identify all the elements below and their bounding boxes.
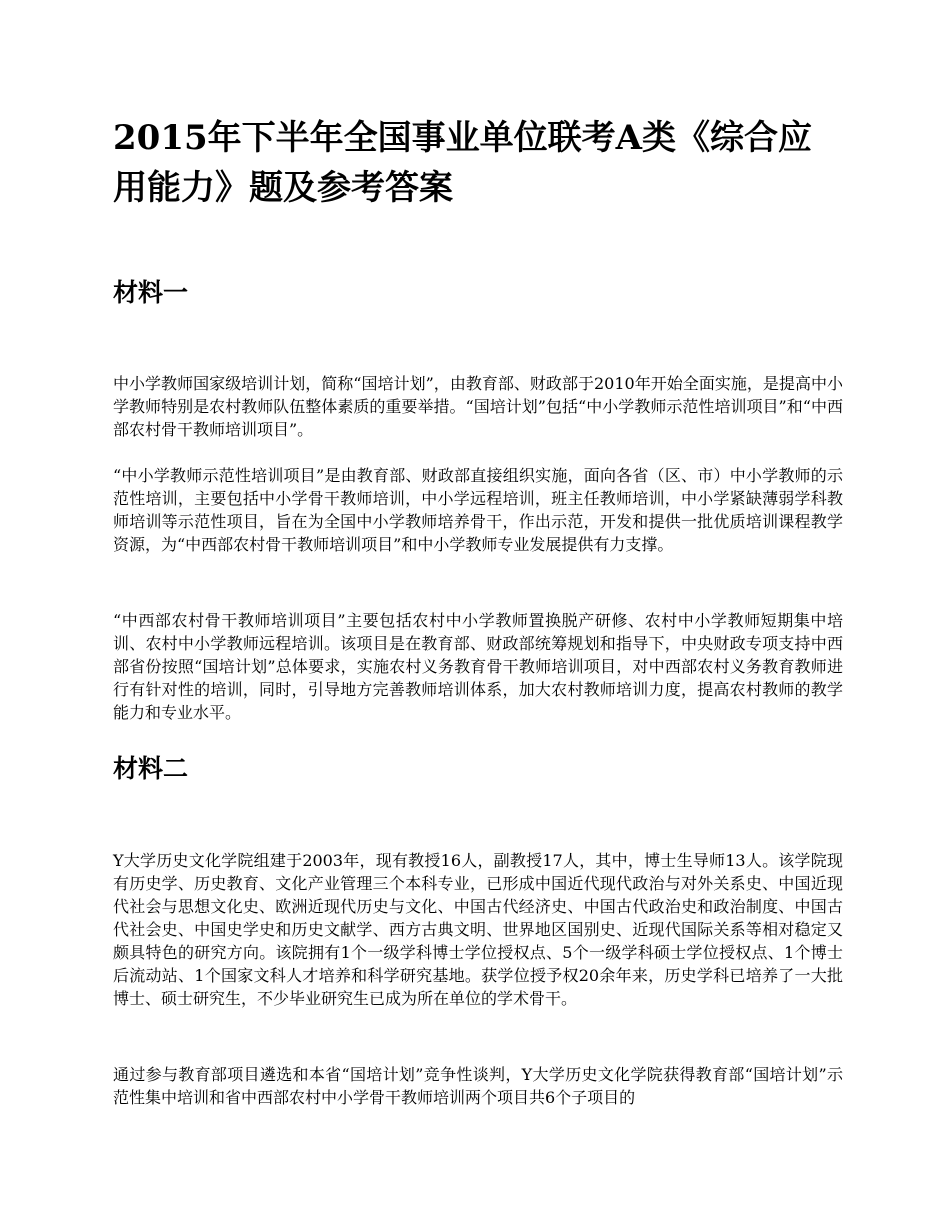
paragraph: “中小学教师示范性培训项目”是由教育部、财政部直接组织实施，面向各省（区、市）中小学教师的示范性培训，主要包括中小学骨干教师培训，中小学远程培训，班主任教师培训，中小学紧缺薄弱学科教师培训等示范性项目，旨在为全国中小学教师培养骨干，作出示范，开发和提供一批优质培训课程教学资源，为“中西部农村骨干教师培训项目”和中小学教师专业发展提供有力支撑。 bbox=[113, 466, 843, 554]
document-title: 2015年下半年全国事业单位联考A类《综合应用能力》题及参考答案 bbox=[113, 118, 813, 208]
paragraph: 通过参与教育部项目遴选和本省“国培计划”竞争性谈判，Y大学历史文化学院获得教育部“国培计划”示范性集中培训和省中西部农村中小学骨干教师培训两个项目共6个子项目的 bbox=[113, 1065, 843, 1107]
paragraph: 中小学教师国家级培训计划，简称“国培计划”，由教育部、财政部于2010年开始全面实施，是提高中小学教师特别是农村教师队伍整体素质的重要举措。“国培计划”包括“中小学教师示范性培训项目”和“中西部农村骨干教师培训项目”。 bbox=[113, 374, 843, 439]
section-heading-material-2: 材料二 bbox=[113, 754, 189, 783]
paragraph: “中西部农村骨干教师培训项目”主要包括农村中小学教师置换脱产研修、农村中小学教师短期集中培训、农村中小学教师远程培训。该项目是在教育部、财政部统筹规划和指导下，中央财政专项支持中西部省份按照“国培计划”总体要求，实施农村义务教育骨干教师培训项目，对中西部农村义务教育教师进行有针对性的培训，同时，引导地方完善教师培训体系，加大农村教师培训力度，提高农村教师的教学能力和专业水平。 bbox=[113, 611, 843, 722]
paragraph: Y大学历史文化学院组建于2003年，现有教授16人，副教授17人，其中，博士生导师13人。该学院现有历史学、历史教育、文化产业管理三个本科专业，已形成中国近代现代政治与对外关系史、中国近现代社会与思想文化史、欧洲近现代历史与文化、中国古代经济史、中国古代政治史和政治制度、中国古代社会史、中国史学史和历史文献学、西方古典文明、世界地区国别史、近现代国际关系等相对稳定又颇具特色的研究方向。该院拥有1个一级学科博士学位授权点、5个一级学科硕士学位授权点、1个博士后流动站、1个国家文科人才培养和科学研究基地。获学位授予权20余年来，历史学科已培养了一大批博士、硕士研究生，不少毕业研究生已成为所在单位的学术骨干。 bbox=[113, 851, 843, 1008]
section-heading-material-1: 材料一 bbox=[113, 278, 189, 307]
